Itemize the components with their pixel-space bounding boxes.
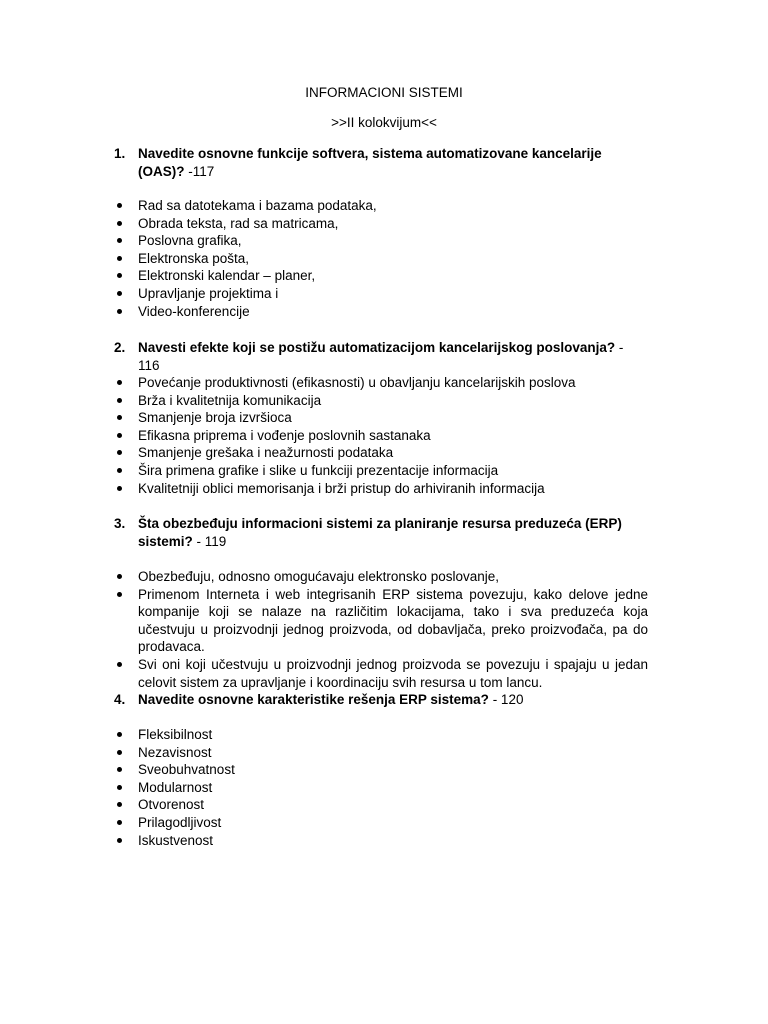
document-title: INFORMACIONI SISTEMI bbox=[305, 85, 463, 100]
page-reference: - 116 bbox=[138, 340, 624, 373]
list-item: Elektronski kalendar – planer, bbox=[114, 267, 648, 285]
question-text: Navedite osnovne karakteristike rešenja ERP sistema? bbox=[138, 692, 489, 707]
answer-list-3 bbox=[114, 568, 648, 691]
list-item: Sveobuhvatnost bbox=[114, 761, 648, 779]
list-item: Efikasna priprema i vođenje poslovnih sastanaka bbox=[114, 427, 648, 445]
answer-list-2 bbox=[114, 374, 648, 497]
list-item: Povećanje produktivnosti (efikasnosti) u obavljanju kancelarijskih poslova bbox=[114, 374, 648, 392]
list-item: Smanjenje broja izvršioca bbox=[114, 409, 648, 427]
question-4 bbox=[114, 691, 648, 709]
answer-list-1 bbox=[114, 197, 648, 320]
list-item: Svi oni koji učestvuju u proizvodnji jednog proizvoda se povezuju i spajaju u jedan celovit sistem za upravljanje i koordinaciju svih resursa u tom lancu. bbox=[114, 656, 648, 691]
list-item: Upravljanje projektima i bbox=[114, 285, 648, 303]
list-item: Otvorenost bbox=[114, 796, 648, 814]
list-item: Video-konferencije bbox=[114, 303, 648, 321]
question-1 bbox=[114, 145, 648, 180]
list-item: Kvalitetniji oblici memorisanja i brži pristup do arhiviranih informacija bbox=[114, 480, 648, 498]
question-text: Navedite osnovne funkcije softvera, sistema automatizovane kancelarije (OAS)? bbox=[138, 146, 602, 179]
page-reference: -117 bbox=[184, 163, 215, 179]
question-number: 3. bbox=[114, 516, 126, 531]
question-number: 1. bbox=[114, 146, 126, 161]
list-item: Rad sa datotekama i bazama podataka, bbox=[114, 197, 648, 215]
list-item: Obrada teksta, rad sa matricama, bbox=[114, 215, 648, 233]
answer-list-4 bbox=[114, 726, 648, 849]
question-2 bbox=[114, 339, 648, 374]
list-item: Šira primena grafike i slike u funkciji prezentacije informacija bbox=[114, 462, 648, 480]
question-text: Šta obezbeđuju informacioni sistemi za planiranje resursa preduzeća (ERP) sistemi? bbox=[138, 516, 622, 549]
question-text: Navesti efekte koji se postižu automatizacijom kancelarijskog poslovanja? bbox=[138, 340, 616, 355]
page-reference: - 119 bbox=[192, 533, 227, 549]
list-item: Smanjenje grešaka i neažurnosti podataka bbox=[114, 444, 648, 462]
document-subtitle: >>II kolokvijum<< bbox=[331, 115, 437, 130]
question-3 bbox=[114, 515, 648, 550]
list-item: Primenom Interneta i web integrisanih ERP sistema povezuju, kako delove jedne kompanije koji se nalaze na različitim lokacijama, tako i sva preduzeća koja učestvuju u proizvodnji jednog proizvoda, od dobavljača, preko proizvođača, pa do prodavaca. bbox=[114, 586, 648, 656]
list-item: Obezbeđuju, odnosno omogućavaju elektronsko poslovanje, bbox=[114, 568, 648, 586]
question-number: 2. bbox=[114, 340, 126, 355]
list-item: Iskustvenost bbox=[114, 832, 648, 850]
page-reference: - 120 bbox=[488, 692, 524, 707]
list-item: Nezavisnost bbox=[114, 744, 648, 762]
list-item: Prilagodljivost bbox=[114, 814, 648, 832]
list-item: Modularnost bbox=[114, 779, 648, 797]
list-item: Brža i kvalitetnija komunikacija bbox=[114, 392, 648, 410]
list-item: Fleksibilnost bbox=[114, 726, 648, 744]
list-item: Elektronska pošta, bbox=[114, 250, 648, 268]
list-item: Poslovna grafika, bbox=[114, 232, 648, 250]
question-number: 4. bbox=[114, 692, 126, 707]
